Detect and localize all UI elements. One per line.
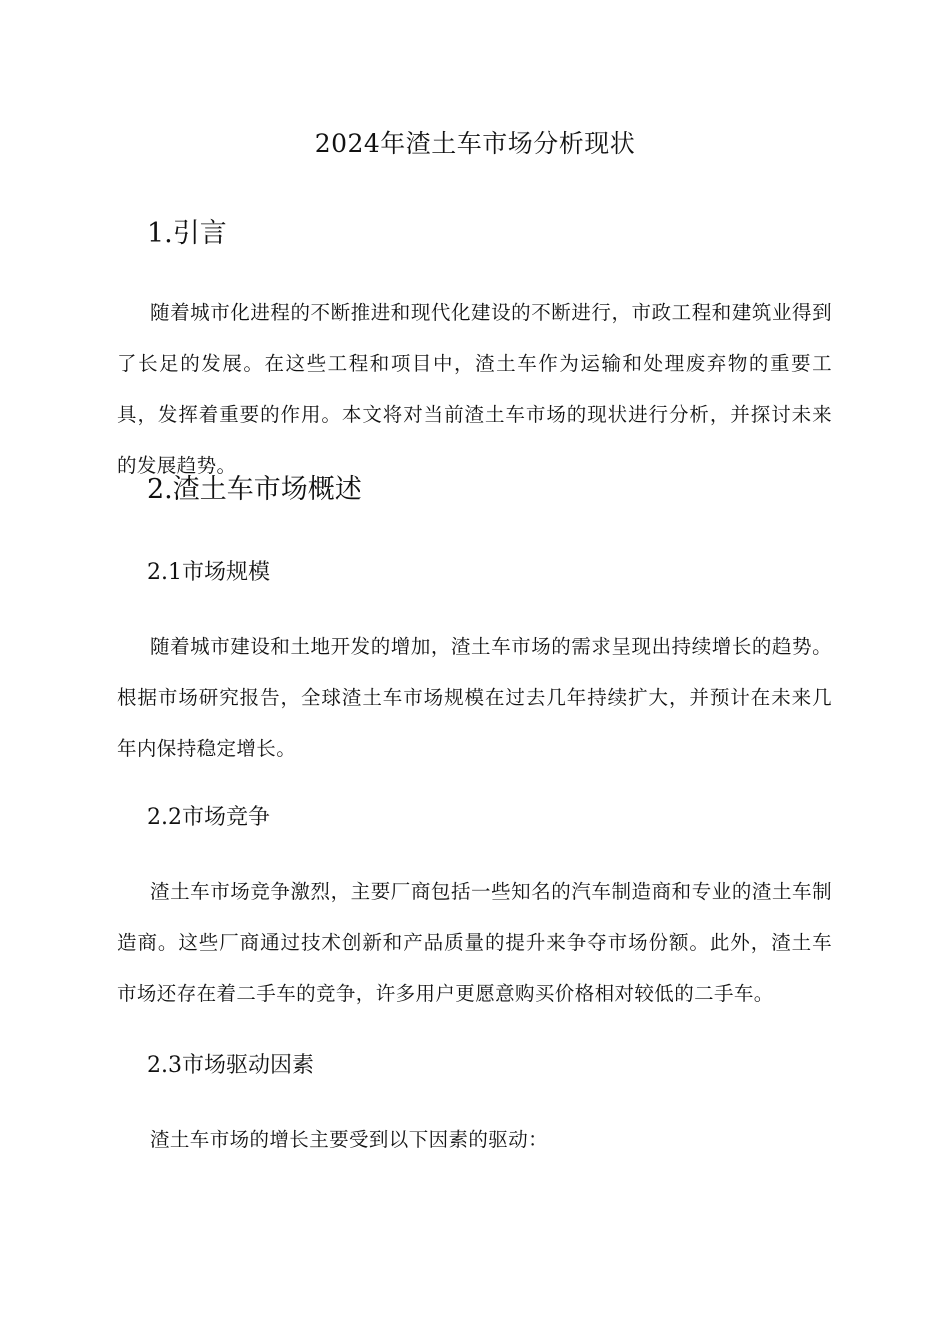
subsection-heading-market-drivers: 2.3市场驱动因素 — [147, 1053, 314, 1078]
subsection-heading-market-competition: 2.2市场竞争 — [147, 805, 270, 830]
section-heading-market-overview: 2.渣土车市场概述 — [147, 474, 362, 505]
subsection-heading-market-size: 2.1市场规模 — [147, 560, 270, 585]
section-heading-introduction: 1.引言 — [147, 218, 227, 249]
paragraph-market-competition: 渣土车市场竞争激烈，主要厂商包括一些知名的汽车制造商和专业的渣土车制造商。这些厂商通过技术创新和产品质量的提升来争夺市场份额。此外，渣土车市场还存在着二手车的竞争，许多用户更愿意购买价格相对较低的二手车。 — [117, 880, 832, 1005]
paragraph-introduction: 随着城市化进程的不断推进和现代化建设的不断进行，市政工程和建筑业得到了长足的发展。在这些工程和项目中，渣土车作为运输和处理废弃物的重要工具，发挥着重要的作用。本文将对当前渣土车市场的现状进行分析，并探讨未来的发展趋势。 — [117, 301, 832, 477]
paragraph-market-size: 随着城市建设和土地开发的增加，渣土车市场的需求呈现出持续增长的趋势。根据市场研究报告，全球渣土车市场规模在过去几年持续扩大，并预计在未来几年内保持稳定增长。 — [117, 635, 832, 760]
document-title: 2024年渣土车市场分析现状 — [314, 129, 636, 158]
paragraph-market-drivers: 渣土车市场的增长主要受到以下因素的驱动： — [150, 1128, 549, 1151]
